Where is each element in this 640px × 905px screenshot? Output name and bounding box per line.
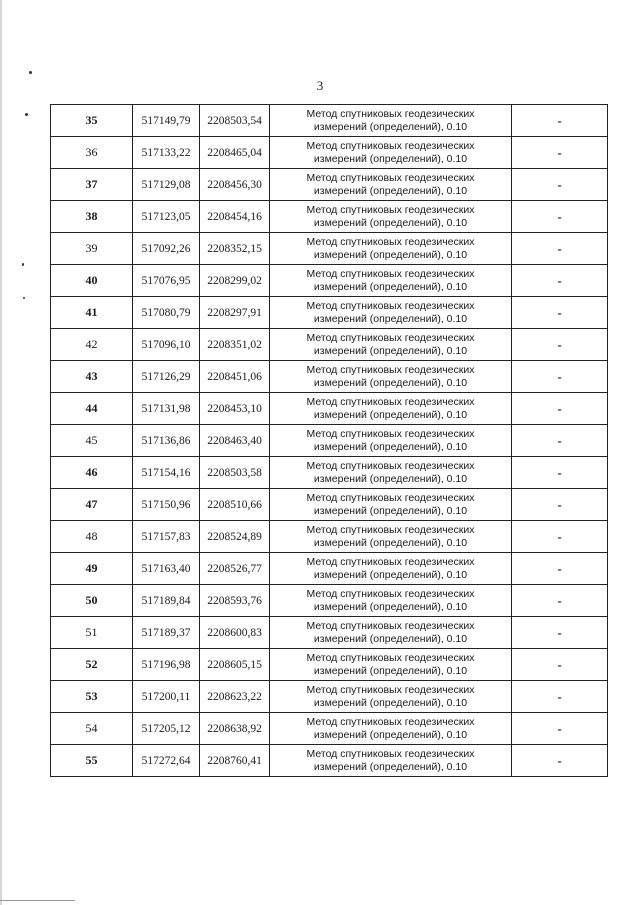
empty-value-dash: - bbox=[512, 201, 608, 233]
method-description bbox=[270, 137, 512, 169]
coordinate-x: 517133,22 bbox=[133, 137, 200, 169]
table-row bbox=[51, 649, 608, 681]
coordinate-y: 2208760,41 bbox=[200, 745, 270, 777]
method-line-1: Метод спутниковых геодезических bbox=[306, 139, 475, 152]
point-number: 44 bbox=[51, 393, 133, 425]
method-description bbox=[270, 649, 512, 681]
method-description bbox=[270, 521, 512, 553]
method-line-1: Метод спутниковых геодезических bbox=[306, 459, 475, 472]
method-line-2: измерений (определений), 0.10 bbox=[313, 568, 468, 581]
point-number: 52 bbox=[51, 649, 133, 681]
point-number: 41 bbox=[51, 297, 133, 329]
scan-speck bbox=[29, 71, 32, 74]
empty-value-dash: - bbox=[512, 617, 608, 649]
table-row bbox=[51, 457, 608, 489]
method-line-2: измерений (определений), 0.10 bbox=[313, 440, 468, 453]
coordinate-x: 517092,26 bbox=[133, 233, 200, 265]
empty-value-dash: - bbox=[512, 553, 608, 585]
method-line-2: измерений (определений), 0.10 bbox=[313, 728, 468, 741]
empty-value-dash: - bbox=[512, 457, 608, 489]
method-description bbox=[270, 105, 512, 137]
table-row bbox=[51, 329, 608, 361]
method-line-1: Метод спутниковых геодезических bbox=[306, 171, 475, 184]
empty-value-dash: - bbox=[512, 265, 608, 297]
method-description bbox=[270, 329, 512, 361]
table-row bbox=[51, 745, 608, 777]
method-description bbox=[270, 617, 512, 649]
point-number: 51 bbox=[51, 617, 133, 649]
page-number: 3 bbox=[316, 78, 324, 93]
coordinate-y: 2208526,77 bbox=[200, 553, 270, 585]
method-line-2: измерений (определений), 0.10 bbox=[313, 120, 468, 133]
point-number: 35 bbox=[51, 105, 133, 137]
method-line-1: Метод спутниковых геодезических bbox=[306, 523, 475, 536]
coordinate-x: 517163,40 bbox=[133, 553, 200, 585]
coordinate-x: 517189,37 bbox=[133, 617, 200, 649]
coordinate-x: 517205,12 bbox=[133, 713, 200, 745]
coordinate-x: 517129,08 bbox=[133, 169, 200, 201]
coordinate-y: 2208510,66 bbox=[200, 489, 270, 521]
method-line-2: измерений (определений), 0.10 bbox=[313, 248, 468, 261]
point-number: 42 bbox=[51, 329, 133, 361]
scan-line bbox=[0, 900, 75, 901]
coordinate-y: 2208299,02 bbox=[200, 265, 270, 297]
coordinate-x: 517157,83 bbox=[133, 521, 200, 553]
coordinate-y: 2208605,15 bbox=[200, 649, 270, 681]
empty-value-dash: - bbox=[512, 361, 608, 393]
method-line-1: Метод спутниковых геодезических bbox=[306, 331, 475, 344]
coordinate-x: 517196,98 bbox=[133, 649, 200, 681]
coordinate-y: 2208465,04 bbox=[200, 137, 270, 169]
coordinate-x: 517154,16 bbox=[133, 457, 200, 489]
coordinate-y: 2208352,15 bbox=[200, 233, 270, 265]
method-line-1: Метод спутниковых геодезических bbox=[306, 235, 475, 248]
coordinate-y: 2208638,92 bbox=[200, 713, 270, 745]
empty-value-dash: - bbox=[512, 169, 608, 201]
coordinate-x: 517123,05 bbox=[133, 201, 200, 233]
empty-value-dash: - bbox=[512, 521, 608, 553]
coordinate-y: 2208451,06 bbox=[200, 361, 270, 393]
coordinate-y: 2208453,10 bbox=[200, 393, 270, 425]
table-row bbox=[51, 105, 608, 137]
table-row bbox=[51, 681, 608, 713]
table-row bbox=[51, 201, 608, 233]
scan-speck bbox=[22, 263, 24, 266]
table-row bbox=[51, 169, 608, 201]
method-line-1: Метод спутниковых геодезических bbox=[306, 555, 475, 568]
method-line-1: Метод спутниковых геодезических bbox=[306, 363, 475, 376]
empty-value-dash: - bbox=[512, 681, 608, 713]
coordinate-y: 2208503,58 bbox=[200, 457, 270, 489]
method-line-2: измерений (определений), 0.10 bbox=[313, 632, 468, 645]
table-row bbox=[51, 361, 608, 393]
method-line-2: измерений (определений), 0.10 bbox=[313, 152, 468, 165]
coordinate-y: 2208600,83 bbox=[200, 617, 270, 649]
point-number: 47 bbox=[51, 489, 133, 521]
table-row bbox=[51, 617, 608, 649]
point-number: 49 bbox=[51, 553, 133, 585]
method-description bbox=[270, 361, 512, 393]
point-number: 50 bbox=[51, 585, 133, 617]
scan-speck bbox=[25, 113, 28, 116]
coordinate-x: 517150,96 bbox=[133, 489, 200, 521]
empty-value-dash: - bbox=[512, 329, 608, 361]
method-line-2: измерений (определений), 0.10 bbox=[313, 280, 468, 293]
point-number: 36 bbox=[51, 137, 133, 169]
method-line-1: Метод спутниковых геодезических bbox=[306, 683, 475, 696]
coordinate-x: 517200,11 bbox=[133, 681, 200, 713]
coordinate-y: 2208623,22 bbox=[200, 681, 270, 713]
coordinate-x: 517149,79 bbox=[133, 105, 200, 137]
method-description bbox=[270, 201, 512, 233]
method-line-2: измерений (определений), 0.10 bbox=[313, 216, 468, 229]
method-line-2: измерений (определений), 0.10 bbox=[313, 184, 468, 197]
point-number: 55 bbox=[51, 745, 133, 777]
coordinate-y: 2208503,54 bbox=[200, 105, 270, 137]
method-line-2: измерений (определений), 0.10 bbox=[313, 472, 468, 485]
method-line-2: измерений (определений), 0.10 bbox=[313, 504, 468, 517]
empty-value-dash: - bbox=[512, 489, 608, 521]
method-line-2: измерений (определений), 0.10 bbox=[313, 664, 468, 677]
coordinate-y: 2208456,30 bbox=[200, 169, 270, 201]
empty-value-dash: - bbox=[512, 233, 608, 265]
point-number: 37 bbox=[51, 169, 133, 201]
table-row bbox=[51, 265, 608, 297]
empty-value-dash: - bbox=[512, 137, 608, 169]
method-description bbox=[270, 265, 512, 297]
coordinates-table bbox=[50, 104, 608, 777]
table-row bbox=[51, 585, 608, 617]
method-line-2: измерений (определений), 0.10 bbox=[313, 312, 468, 325]
table-row bbox=[51, 297, 608, 329]
method-line-2: измерений (определений), 0.10 bbox=[313, 376, 468, 389]
coordinate-x: 517136,86 bbox=[133, 425, 200, 457]
method-line-1: Метод спутниковых геодезических bbox=[306, 491, 475, 504]
method-description bbox=[270, 553, 512, 585]
point-number: 39 bbox=[51, 233, 133, 265]
scan-edge bbox=[0, 0, 2, 905]
table-row bbox=[51, 137, 608, 169]
coordinate-x: 517076,95 bbox=[133, 265, 200, 297]
method-line-1: Метод спутниковых геодезических bbox=[306, 651, 475, 664]
empty-value-dash: - bbox=[512, 649, 608, 681]
coordinate-y: 2208351,02 bbox=[200, 329, 270, 361]
table-row bbox=[51, 713, 608, 745]
method-line-2: измерений (определений), 0.10 bbox=[313, 760, 468, 773]
empty-value-dash: - bbox=[512, 745, 608, 777]
table-row bbox=[51, 393, 608, 425]
coordinate-x: 517272,64 bbox=[133, 745, 200, 777]
method-line-1: Метод спутниковых геодезических bbox=[306, 747, 475, 760]
coordinate-y: 2208524,89 bbox=[200, 521, 270, 553]
point-number: 40 bbox=[51, 265, 133, 297]
coordinate-x: 517080,79 bbox=[133, 297, 200, 329]
coordinate-y: 2208463,40 bbox=[200, 425, 270, 457]
coordinate-x: 517131,98 bbox=[133, 393, 200, 425]
method-line-1: Метод спутниковых геодезических bbox=[306, 715, 475, 728]
empty-value-dash: - bbox=[512, 713, 608, 745]
method-description bbox=[270, 585, 512, 617]
table-row bbox=[51, 489, 608, 521]
method-description bbox=[270, 393, 512, 425]
method-description bbox=[270, 169, 512, 201]
empty-value-dash: - bbox=[512, 105, 608, 137]
method-line-1: Метод спутниковых геодезических bbox=[306, 587, 475, 600]
coordinate-y: 2208454,16 bbox=[200, 201, 270, 233]
coordinate-x: 517126,29 bbox=[133, 361, 200, 393]
method-line-2: измерений (определений), 0.10 bbox=[313, 536, 468, 549]
method-line-1: Метод спутниковых геодезических bbox=[306, 299, 475, 312]
coordinate-y: 2208297,91 bbox=[200, 297, 270, 329]
method-description bbox=[270, 297, 512, 329]
empty-value-dash: - bbox=[512, 393, 608, 425]
method-description bbox=[270, 489, 512, 521]
method-description bbox=[270, 713, 512, 745]
coordinate-x: 517096,10 bbox=[133, 329, 200, 361]
table-row bbox=[51, 233, 608, 265]
point-number: 46 bbox=[51, 457, 133, 489]
point-number: 45 bbox=[51, 425, 133, 457]
method-line-1: Метод спутниковых геодезических bbox=[306, 619, 475, 632]
empty-value-dash: - bbox=[512, 585, 608, 617]
point-number: 43 bbox=[51, 361, 133, 393]
scan-speck bbox=[23, 297, 25, 299]
method-line-2: измерений (определений), 0.10 bbox=[313, 344, 468, 357]
method-description bbox=[270, 425, 512, 457]
method-description bbox=[270, 233, 512, 265]
method-line-1: Метод спутниковых геодезических bbox=[306, 395, 475, 408]
point-number: 38 bbox=[51, 201, 133, 233]
table-row bbox=[51, 553, 608, 585]
coordinate-y: 2208593,76 bbox=[200, 585, 270, 617]
point-number: 53 bbox=[51, 681, 133, 713]
table-row bbox=[51, 425, 608, 457]
table-row bbox=[51, 521, 608, 553]
empty-value-dash: - bbox=[512, 297, 608, 329]
table-body bbox=[51, 105, 608, 777]
method-description bbox=[270, 457, 512, 489]
method-line-1: Метод спутниковых геодезических bbox=[306, 107, 475, 120]
point-number: 48 bbox=[51, 521, 133, 553]
method-line-1: Метод спутниковых геодезических bbox=[306, 203, 475, 216]
empty-value-dash: - bbox=[512, 425, 608, 457]
method-description bbox=[270, 745, 512, 777]
coordinate-x: 517189,84 bbox=[133, 585, 200, 617]
method-description bbox=[270, 681, 512, 713]
method-line-1: Метод спутниковых геодезических bbox=[306, 267, 475, 280]
method-line-2: измерений (определений), 0.10 bbox=[313, 408, 468, 421]
method-line-1: Метод спутниковых геодезических bbox=[306, 427, 475, 440]
method-line-2: измерений (определений), 0.10 bbox=[313, 600, 468, 613]
method-line-2: измерений (определений), 0.10 bbox=[313, 696, 468, 709]
point-number: 54 bbox=[51, 713, 133, 745]
